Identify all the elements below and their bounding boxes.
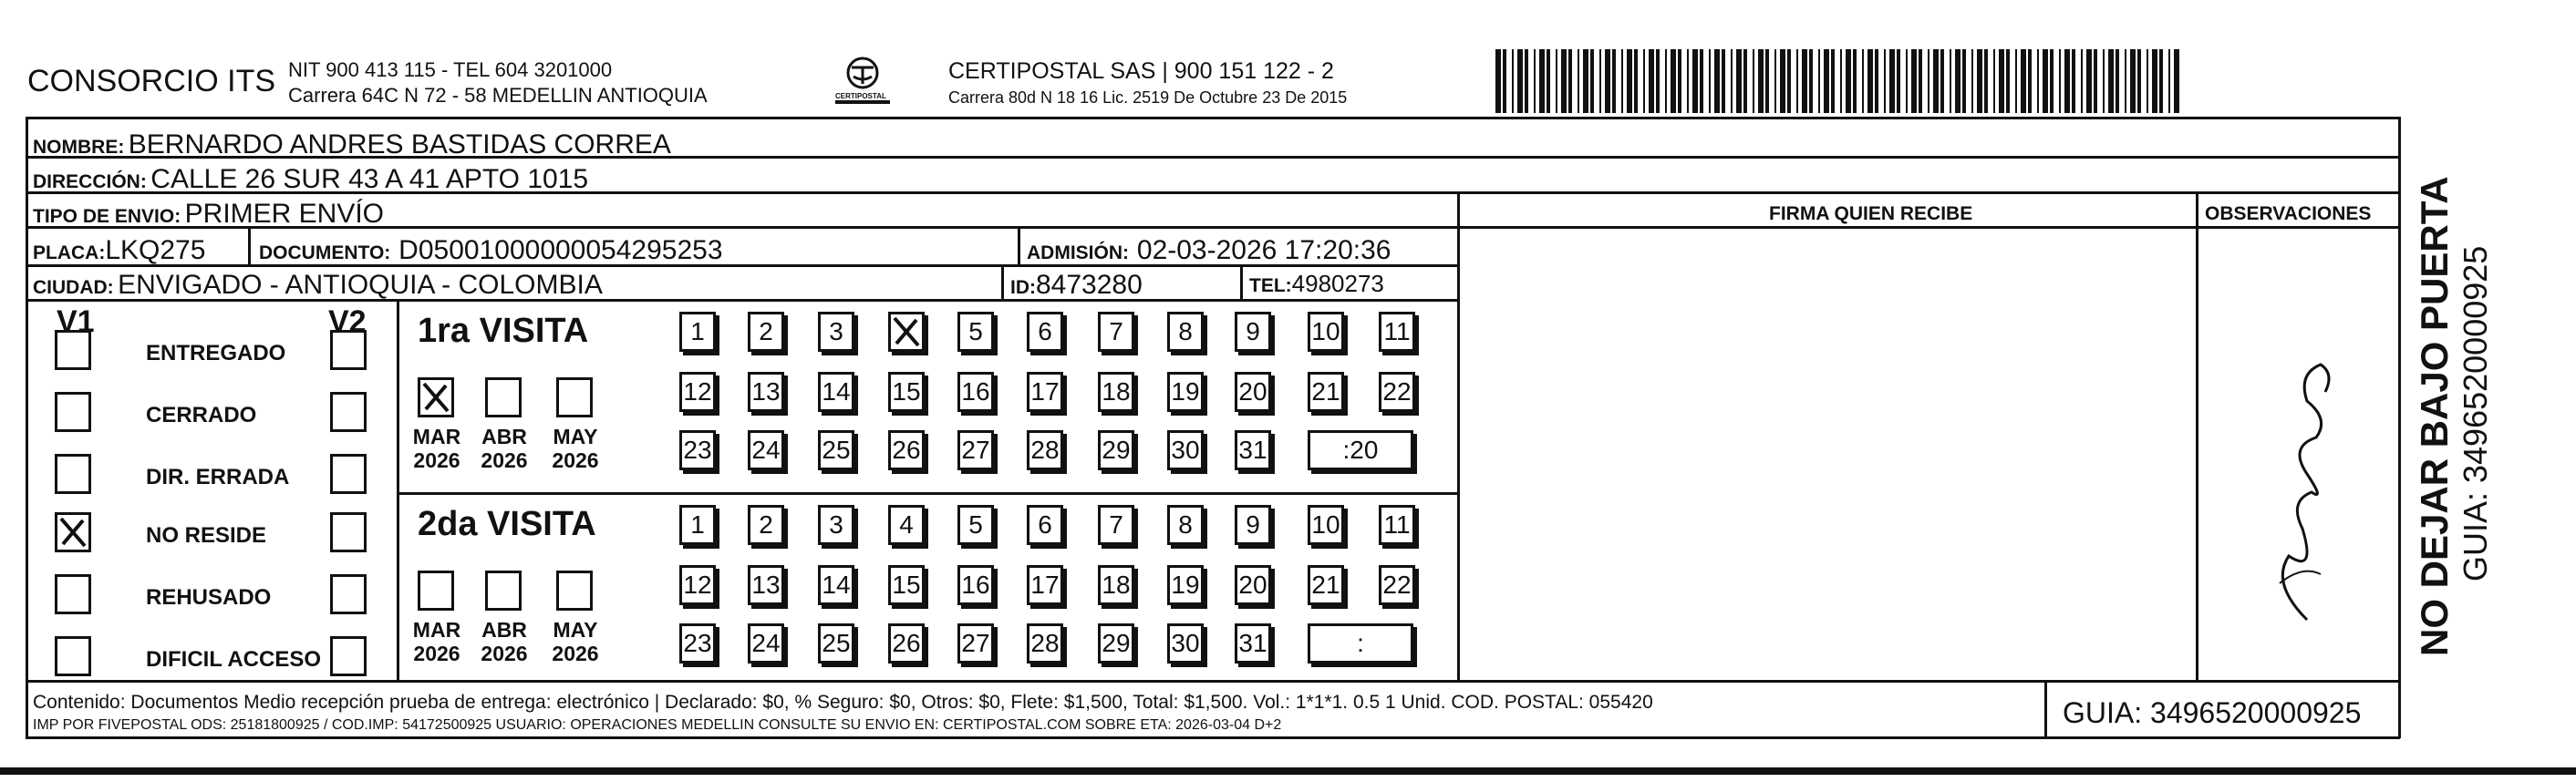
second-day-box[interactable]: 25 <box>818 623 854 664</box>
first-day-box[interactable]: 5 <box>957 312 994 352</box>
first-day-box[interactable]: 12 <box>679 372 716 412</box>
first-day-box[interactable]: 10 <box>1308 312 1344 352</box>
first-day-box[interactable]: 22 <box>1379 372 1415 412</box>
second-day-box[interactable]: 19 <box>1167 565 1204 605</box>
id-value: 8473280 <box>1036 270 1143 300</box>
second-month-label: MAR 2026 <box>412 618 461 666</box>
no-dejar-warning: NO DEJAR BAJO PUERTA <box>2413 176 2456 656</box>
company-name: CONSORCIO ITS <box>27 64 276 98</box>
status-label: DIFICIL ACCESO <box>146 647 322 672</box>
first-day-box[interactable]: 15 <box>888 372 925 412</box>
first-day-box[interactable]: 9 <box>1235 312 1271 352</box>
footer-guia: GUIA: 3496520000925 <box>2063 696 2362 729</box>
first-day-box[interactable]: 23 <box>679 430 716 470</box>
second-day-box[interactable]: 11 <box>1379 505 1415 545</box>
v1-checkbox[interactable] <box>55 392 91 432</box>
first-time-box[interactable]: :20 <box>1308 430 1413 470</box>
status-label: CERRADO <box>146 403 257 427</box>
company-address: Carrera 64C N 72 - 58 MEDELLIN ANTIOQUIA <box>288 84 708 107</box>
certipostal-logo <box>826 55 899 109</box>
carrier-name: CERTIPOSTAL SAS | 900 151 122 - 2 <box>948 58 1334 84</box>
tel-label: TEL: <box>1249 275 1292 296</box>
company-nit: NIT 900 413 115 - TEL 604 3201000 <box>288 58 613 81</box>
first-day-box[interactable]: 3 <box>818 312 854 352</box>
first-day-box[interactable]: 6 <box>1027 312 1063 352</box>
second-day-box[interactable]: 1 <box>679 505 716 545</box>
second-month-checkbox[interactable] <box>418 571 454 611</box>
second-day-box[interactable]: 27 <box>957 623 994 664</box>
v1-checkbox[interactable] <box>55 512 91 552</box>
first-day-box[interactable]: 19 <box>1167 372 1204 412</box>
tipo-envio-label: TIPO DE ENVIO: <box>33 206 181 227</box>
second-month-label: MAY 2026 <box>552 618 599 666</box>
first-day-box[interactable]: 16 <box>957 372 994 412</box>
v2-checkbox[interactable] <box>330 636 367 676</box>
second-day-box[interactable]: 2 <box>748 505 784 545</box>
nombre-label: NOMBRE: <box>33 137 125 158</box>
second-time-box[interactable]: : <box>1308 623 1413 664</box>
imp-text: IMP POR FIVEPOSTAL ODS: 25181800925 / COD.IMP: 54172500925 USUARIO: OPERACIONES MEDELLIN CONSULTE SU ENVIO EN: CERTIPOSTAL.COM SOBRE ETA: 2026-03-04 D+2 <box>33 717 1282 733</box>
observaciones-label: OBSERVACIONES <box>2205 203 2372 224</box>
second-day-box[interactable]: 8 <box>1167 505 1204 545</box>
carrier-address: Carrera 80d N 18 16 Lic. 2519 De Octubre 23 De 2015 <box>948 88 1348 107</box>
v2-checkbox[interactable] <box>330 512 367 552</box>
first-day-box[interactable]: 7 <box>1098 312 1134 352</box>
second-day-box[interactable]: 9 <box>1235 505 1271 545</box>
first-day-box[interactable]: 2 <box>748 312 784 352</box>
v1-checkbox[interactable] <box>55 636 91 676</box>
second-day-box[interactable]: 28 <box>1027 623 1063 664</box>
second-month-checkbox[interactable] <box>556 571 593 611</box>
id-label: ID: <box>1010 277 1036 298</box>
admision-label: ADMISIÓN: <box>1027 242 1129 263</box>
first-day-box[interactable]: 1 <box>679 312 716 352</box>
second-day-box[interactable]: 29 <box>1098 623 1134 664</box>
v2-checkbox[interactable] <box>330 392 367 432</box>
second-day-box[interactable]: 12 <box>679 565 716 605</box>
second-day-box[interactable]: 15 <box>888 565 925 605</box>
first-day-box[interactable]: 13 <box>748 372 784 412</box>
second-day-box[interactable]: 26 <box>888 623 925 664</box>
first-day-box[interactable]: 28 <box>1027 430 1063 470</box>
second-day-box[interactable]: 30 <box>1167 623 1204 664</box>
second-day-box[interactable]: 17 <box>1027 565 1063 605</box>
first-day-box[interactable]: 8 <box>1167 312 1204 352</box>
tel-value: 4980273 <box>1291 270 1384 297</box>
first-visit-title: 1ra VISITA <box>418 312 589 350</box>
first-month-label: MAR 2026 <box>412 425 461 473</box>
documento-label: DOCUMENTO: <box>259 242 391 263</box>
v1-checkbox[interactable] <box>55 574 91 614</box>
first-day-box[interactable] <box>888 312 925 352</box>
v2-checkbox[interactable] <box>330 330 367 370</box>
second-day-box[interactable]: 10 <box>1308 505 1344 545</box>
side-guia: GUIA: 3496520000925 <box>2457 245 2494 581</box>
second-day-box[interactable]: 4 <box>888 505 925 545</box>
barcode <box>1495 49 2179 113</box>
status-label: DIR. ERRADA <box>146 465 290 489</box>
first-day-box[interactable]: 29 <box>1098 430 1134 470</box>
second-day-box[interactable]: 5 <box>957 505 994 545</box>
first-day-box[interactable]: 25 <box>818 430 854 470</box>
first-day-box[interactable]: 27 <box>957 430 994 470</box>
second-month-label: ABR 2026 <box>481 618 528 666</box>
first-day-box[interactable]: 14 <box>818 372 854 412</box>
second-day-box[interactable]: 31 <box>1235 623 1271 664</box>
second-day-box[interactable]: 13 <box>748 565 784 605</box>
status-label: REHUSADO <box>146 585 272 610</box>
first-month-checkbox[interactable] <box>556 377 593 417</box>
first-day-box[interactable]: 31 <box>1235 430 1271 470</box>
direccion-label: DIRECCIÓN: <box>33 171 147 192</box>
documento-value: D05001000000054295253 <box>398 235 723 265</box>
direccion-value: CALLE 26 SUR 43 A 41 APTO 1015 <box>150 164 589 194</box>
second-day-box[interactable]: 16 <box>957 565 994 605</box>
admision-value: 02-03-2026 17:20:36 <box>1136 235 1391 265</box>
first-month-label: MAY 2026 <box>552 425 599 473</box>
second-month-checkbox[interactable] <box>485 571 522 611</box>
second-day-box[interactable]: 14 <box>818 565 854 605</box>
second-visit-title: 2da VISITA <box>418 505 596 543</box>
second-day-box[interactable]: 22 <box>1379 565 1415 605</box>
first-day-box[interactable]: 17 <box>1027 372 1063 412</box>
placa-label: PLACA: <box>33 242 106 263</box>
first-day-box[interactable]: 21 <box>1308 372 1344 412</box>
first-month-checkbox[interactable] <box>485 377 522 417</box>
v2-label: V2 <box>328 304 367 339</box>
v2-checkbox[interactable] <box>330 454 367 494</box>
first-day-box[interactable]: 24 <box>748 430 784 470</box>
first-day-box[interactable]: 18 <box>1098 372 1134 412</box>
firma-label: FIRMA QUIEN RECIBE <box>1769 203 1973 224</box>
ciudad-label: CIUDAD: <box>33 277 114 298</box>
v1-checkbox[interactable] <box>55 454 91 494</box>
second-day-box[interactable]: 20 <box>1235 565 1271 605</box>
second-day-box[interactable]: 21 <box>1308 565 1344 605</box>
contenido-text: Contenido: Documentos Medio recepción prueba de entrega: electrónico | Declarado: $0, % Seguro: $0, Otros: $0, Flete: $1,500, Total: $1,500. Vol.: 1*1*1. 0.5 1 Unid. COD. POSTAL: 055420 <box>33 692 1653 713</box>
first-day-box[interactable]: 30 <box>1167 430 1204 470</box>
status-label: ENTREGADO <box>146 341 286 365</box>
ciudad-value: ENVIGADO - ANTIOQUIA - COLOMBIA <box>118 270 603 300</box>
status-label: NO RESIDE <box>146 523 267 548</box>
second-day-box[interactable]: 6 <box>1027 505 1063 545</box>
logo-text: CERTIPOSTAL <box>835 92 886 100</box>
second-day-box[interactable]: 7 <box>1098 505 1134 545</box>
first-month-label: ABR 2026 <box>481 425 528 473</box>
v2-checkbox[interactable] <box>330 574 367 614</box>
signature <box>2252 346 2353 638</box>
second-day-box[interactable]: 23 <box>679 623 716 664</box>
second-day-box[interactable]: 3 <box>818 505 854 545</box>
nombre-value: BERNARDO ANDRES BASTIDAS CORREA <box>128 129 671 159</box>
first-day-box[interactable]: 26 <box>888 430 925 470</box>
tipo-envio-value: PRIMER ENVÍO <box>184 199 385 229</box>
second-day-box[interactable]: 18 <box>1098 565 1134 605</box>
first-day-box[interactable]: 20 <box>1235 372 1271 412</box>
placa-value: LKQ275 <box>105 235 206 265</box>
first-month-checkbox[interactable] <box>418 377 454 417</box>
v1-checkbox[interactable] <box>55 330 91 370</box>
first-day-box[interactable]: 11 <box>1379 312 1415 352</box>
v1-label: V1 <box>57 304 95 339</box>
second-day-box[interactable]: 24 <box>748 623 784 664</box>
